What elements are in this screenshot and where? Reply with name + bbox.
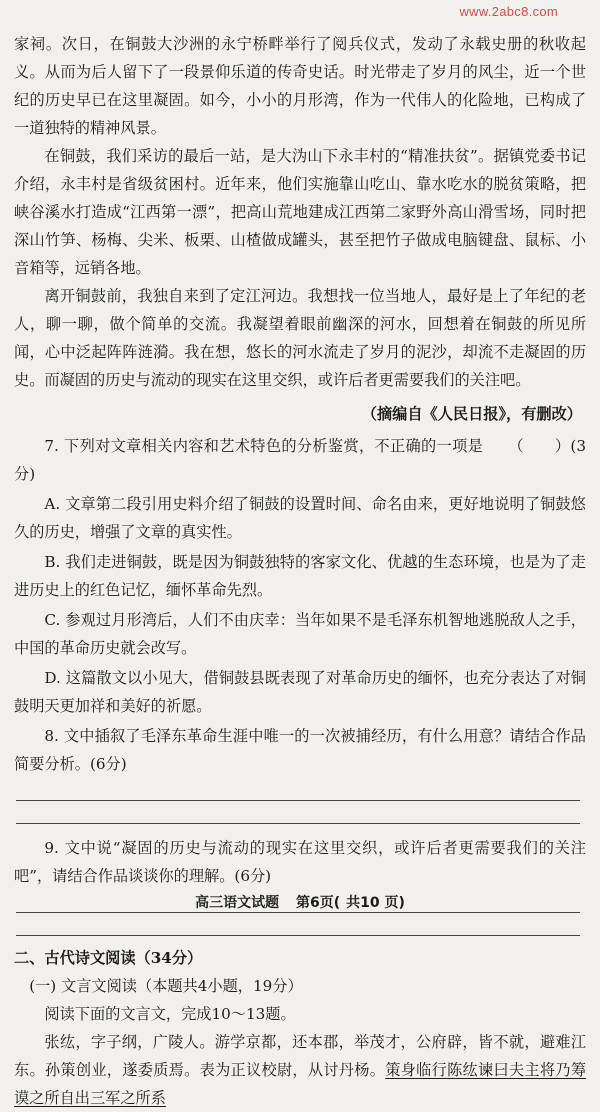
classical-text-start: 张纮，字子纲，广陵人。游学京都，还本郡，举茂才，公府辟，皆不就，避难江东。孙策创业，遂委质焉。表为正议校尉，从讨丹杨。 (14, 1033, 586, 1079)
page-footer (0, 892, 600, 912)
answer-line-8a[interactable] (16, 778, 580, 801)
watermark-url: www.2abc8.com (459, 4, 558, 19)
footer-page: 第6页( (295, 895, 341, 911)
page-content (14, 30, 586, 1112)
footer-title: 高三语文试题 (195, 895, 280, 911)
question-7-option-b: B. 我们走进铜鼓，既是因为铜鼓独特的客家文化、优越的生态环境，也是为了走进历史上的红色记忆，缅怀革命先烈。 (14, 553, 586, 599)
question-7-stem (14, 432, 586, 488)
question-8: 8. 文中插叙了毛泽东革命生涯中唯一的一次被捕经历，有什么用意？请结合作品简要分析。(6分) (14, 727, 586, 773)
question-7-option-d: D. 这篇散文以小见大，借铜鼓县既表现了对革命历史的缅怀，也充分表达了对铜鼓明天更加祥和美好的祈愿。 (14, 669, 586, 715)
question-7-answer-blank: （ ） (508, 437, 571, 455)
paragraph-2: 在铜鼓，我们采访的最后一站，是大沩山下永丰村的“精准扶贫”。据镇党委书记介绍，永丰村是省级贫困村。近年来，他们实施靠山吃山、靠水吃水的脱贫策略，把峡谷溪水打造成“江西第一漂”，把高山荒地建成江西第二家野外高山滑雪场，同时把深山竹笋、杨梅、尖米、板栗、山楂做成罐头，甚至把竹子做成电脑键盘、鼠标、小音箱等，远销各地。 (14, 147, 586, 277)
answer-line-9b[interactable] (16, 913, 580, 936)
question-9: 9. 文中说“凝固的历史与流动的现实在这里交织，或许后者更需要我们的关注吧”，请结合作品谈谈你的理解。(6分) (14, 839, 586, 885)
classical-text (14, 1028, 586, 1112)
question-7-text: 7. 下列对文章相关内容和艺术特色的分析鉴赏，不正确的一项是 (44, 437, 484, 455)
question-7-score: (3分) (14, 437, 587, 483)
paragraph-1: 家祠。次日，在铜鼓大沙洲的永宁桥畔举行了阅兵仪式，发动了永载史册的秋收起义。从而为后人留下了一段景仰乐道的传奇史话。时光带走了岁月的风尘，近一个世纪的历史早已在这里凝固。如今，小小的月形湾，作为一代伟人的化险地，已构成了一道独特的精神风景。 (14, 35, 586, 137)
section-2-title: 二、古代诗文阅读（34分） (14, 949, 203, 967)
question-7-option-c: C. 参观过月形湾后，人们不由庆幸：当年如果不是毛泽东机智地逃脱敌人之手，中国的革命历史就会改写。 (14, 611, 586, 657)
classical-text-underlined: 策身临行陈纮谏曰夫主将乃筹谟之所自出三军之所系 (14, 1061, 587, 1107)
footer-total: 共10 页) (346, 895, 405, 911)
answer-line-8b[interactable] (16, 801, 580, 824)
paragraph-3: 离开铜鼓前，我独自来到了定江河边。我想找一位当地人，最好是上了年纪的老人，聊一聊，做个简单的交流。我凝望着眼前幽深的河水，回想着在铜鼓的所见所闻，心中泛起阵阵涟漪。我在想，悠长的河水流走了岁月的泥沙，却流不走凝固的历史。而凝固的历史与流动的现实在这里交织，或许后者更需要我们的关注吧。 (14, 287, 586, 389)
source-note: （摘编自《人民日报》，有删改） (361, 405, 582, 423)
section-2-instruction: 阅读下面的文言文，完成10～13题。 (44, 1005, 296, 1023)
question-7-option-a: A. 文章第二段引用史料介绍了铜鼓的设置时间、命名由来，更好地说明了铜鼓悠久的历史，增强了文章的真实性。 (14, 495, 586, 541)
section-2-subtitle: (一) 文言文阅读（本题共4小题，19分） (29, 977, 303, 995)
